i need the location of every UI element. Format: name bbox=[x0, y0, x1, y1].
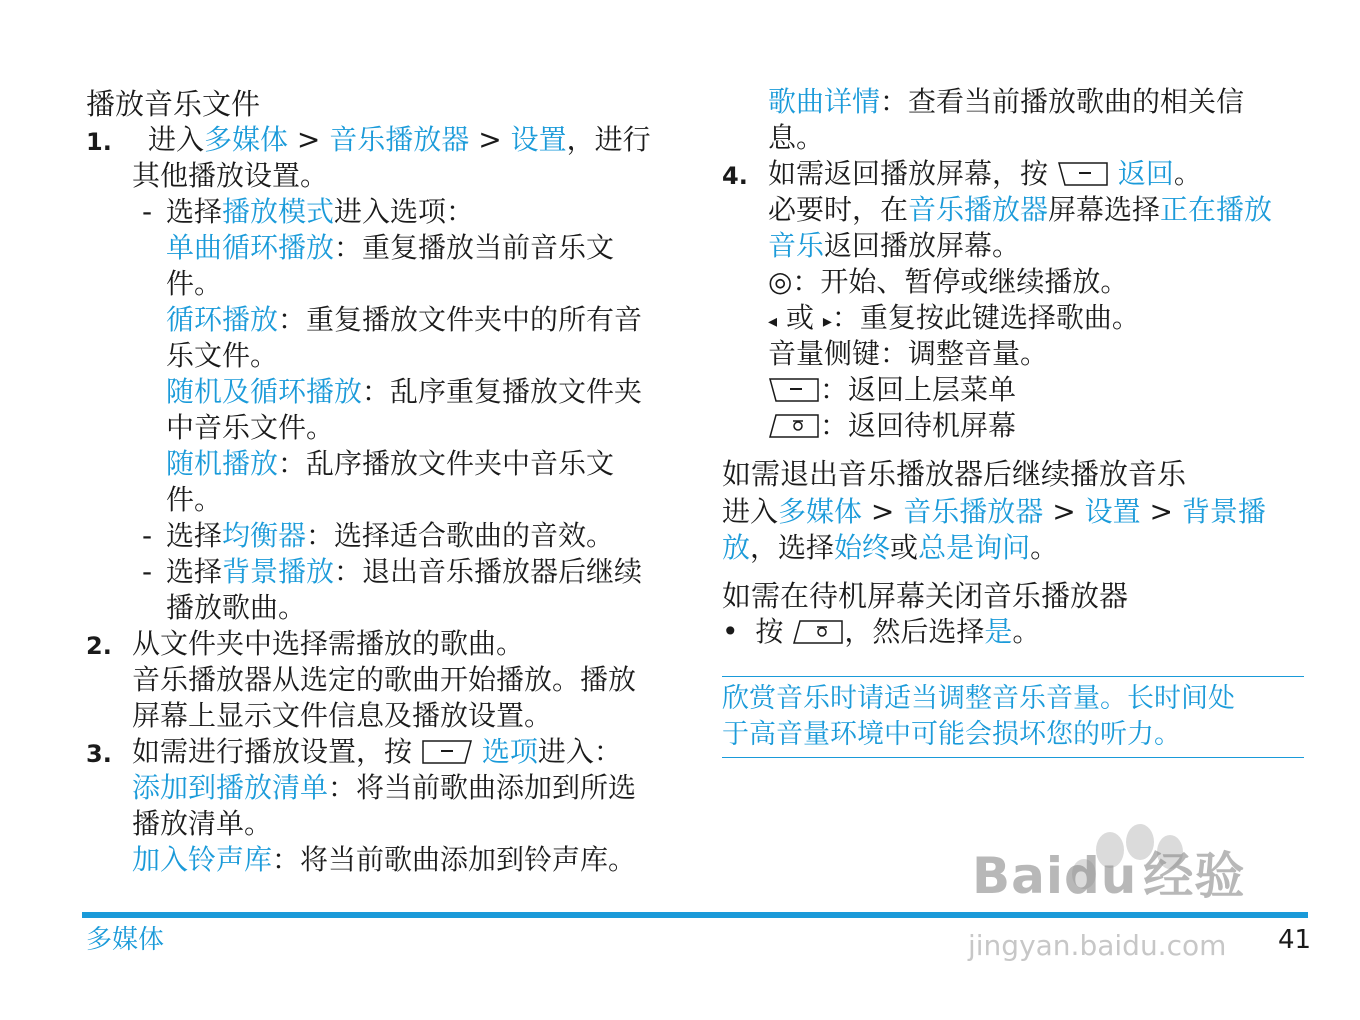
text: ：将当前歌曲添加到铃声库。 bbox=[272, 843, 637, 876]
step4-line8 bbox=[768, 408, 1016, 444]
bullet: • bbox=[722, 615, 739, 648]
left-softkey-icon bbox=[421, 739, 473, 765]
option-label[interactable]: 单曲循环播放 bbox=[166, 231, 335, 264]
text: > bbox=[469, 123, 511, 156]
link-now-playing[interactable]: 正在播放 bbox=[1160, 193, 1273, 226]
text: 进入选项： bbox=[334, 195, 475, 228]
option-text-cont: 播放清单。 bbox=[132, 807, 273, 840]
step-number-4: 4. bbox=[722, 162, 748, 190]
close-instruction-line bbox=[722, 614, 1040, 650]
option-song-details bbox=[768, 84, 1244, 120]
step-number-1: 1. bbox=[86, 128, 112, 156]
text: 如需返回播放屏幕，按 bbox=[768, 157, 1049, 190]
section-heading: 播放音乐文件 bbox=[86, 87, 261, 121]
step2-line2: 音乐播放器从选定的歌曲开始播放。播放 bbox=[132, 663, 637, 696]
text: 经验 bbox=[1143, 847, 1246, 905]
step4-line7 bbox=[768, 372, 1016, 408]
step4-line4: ◎：开始、暂停或继续播放。 bbox=[768, 265, 1129, 298]
step1-line2: 其他播放设置。 bbox=[132, 159, 329, 192]
step4-line1 bbox=[768, 156, 1202, 192]
text: ：重复播放当前音乐文 bbox=[334, 231, 615, 264]
option-single-loop bbox=[166, 230, 614, 266]
link-background-play[interactable]: 背景播 bbox=[1181, 495, 1266, 528]
text: ，进行 bbox=[566, 123, 651, 156]
text: 或 bbox=[890, 531, 919, 564]
text: Bai bbox=[972, 847, 1064, 905]
text: ：将当前歌曲添加到所选 bbox=[328, 771, 637, 804]
option-loop bbox=[166, 302, 642, 338]
dash-bullet: - bbox=[142, 519, 153, 552]
step2-line1: 从文件夹中选择需播放的歌曲。 bbox=[132, 627, 525, 660]
text: 。 bbox=[1012, 615, 1041, 648]
text: 选择 bbox=[166, 195, 223, 228]
link-options[interactable]: 选项 bbox=[481, 735, 538, 768]
sub2-line bbox=[166, 518, 614, 554]
option-label[interactable]: 添加到播放清单 bbox=[132, 771, 329, 804]
text: ，选择 bbox=[750, 531, 835, 564]
text: 选择 bbox=[166, 519, 223, 552]
link-always-ask[interactable]: 总是询问 bbox=[918, 531, 1031, 564]
option-add-to-ringtones bbox=[132, 842, 636, 878]
text: 必要时，在 bbox=[768, 193, 909, 226]
link-settings[interactable]: 设置 bbox=[510, 123, 567, 156]
background-path-line1 bbox=[722, 494, 1266, 530]
sub1-line bbox=[166, 194, 474, 230]
option-add-to-playlist bbox=[132, 770, 636, 806]
footer-section-title: 多媒体 bbox=[86, 925, 165, 955]
link-multimedia[interactable]: 多媒体 bbox=[204, 123, 289, 156]
text: 返回播放屏幕。 bbox=[824, 229, 1021, 262]
text: 。 bbox=[1173, 157, 1202, 190]
right-softkey-icon bbox=[1057, 161, 1109, 187]
end-call-key-icon bbox=[792, 619, 844, 645]
text: ，然后选择 bbox=[844, 615, 985, 648]
step2-line3: 屏幕上显示文件信息及播放设置。 bbox=[132, 699, 553, 732]
step3-line1 bbox=[132, 734, 622, 770]
note-line1: 欣赏音乐时请适当调整音乐音量。长时间处 bbox=[722, 683, 1235, 714]
watermark-url: jingyan.baidu.com bbox=[968, 929, 1227, 962]
option-label[interactable]: 随机及循环播放 bbox=[166, 375, 363, 408]
option-shuffle-loop bbox=[166, 374, 642, 410]
option-label[interactable]: 歌曲详情 bbox=[768, 85, 881, 118]
link-always[interactable]: 始终 bbox=[834, 531, 891, 564]
link-multimedia[interactable]: 多媒体 bbox=[778, 495, 863, 528]
text: 屏幕选择 bbox=[1048, 193, 1161, 226]
step-number-3: 3. bbox=[86, 740, 112, 768]
text: du bbox=[1064, 847, 1138, 905]
right-arrow-icon: ▸ bbox=[822, 311, 832, 332]
step4-line6: 音量侧键：调整音量。 bbox=[768, 337, 1049, 370]
link-now-playing-cont[interactable]: 音乐 bbox=[768, 229, 825, 262]
text: ：重复按此键选择歌曲。 bbox=[831, 301, 1140, 334]
option-label[interactable]: 加入铃声库 bbox=[132, 843, 273, 876]
option-text-cont: 件。 bbox=[166, 267, 223, 300]
text: 如需进行播放设置，按 bbox=[132, 735, 413, 768]
link-back[interactable]: 返回 bbox=[1117, 157, 1174, 190]
subsection-heading-background: 如需退出音乐播放器后继续播放音乐 bbox=[722, 457, 1187, 491]
text: > bbox=[862, 495, 904, 528]
text: 进入 bbox=[722, 495, 779, 528]
text: ：退出音乐播放器后继续 bbox=[334, 555, 643, 588]
sub3-line2: 播放歌曲。 bbox=[166, 591, 307, 624]
link-settings[interactable]: 设置 bbox=[1084, 495, 1141, 528]
link-music-player[interactable]: 音乐播放器 bbox=[329, 123, 470, 156]
footer-rule bbox=[82, 912, 1308, 918]
link-yes[interactable]: 是 bbox=[984, 615, 1013, 648]
link-background-play[interactable]: 背景播放 bbox=[222, 555, 335, 588]
text: ：返回待机屏幕 bbox=[820, 409, 1017, 442]
link-background-play-cont[interactable]: 放 bbox=[722, 531, 751, 564]
link-equalizer[interactable]: 均衡器 bbox=[222, 519, 307, 552]
watermark-brand bbox=[972, 847, 1246, 905]
subsection-heading-close: 如需在待机屏幕关闭音乐播放器 bbox=[722, 579, 1129, 613]
text: 或 bbox=[777, 301, 823, 334]
background-path-line2 bbox=[722, 530, 1058, 566]
sub3-line bbox=[166, 554, 642, 590]
option-text-cont: 乐文件。 bbox=[166, 339, 279, 372]
option-text-cont: 中音乐文件。 bbox=[166, 411, 335, 444]
step4-line3 bbox=[768, 228, 1020, 264]
link-music-player[interactable]: 音乐播放器 bbox=[908, 193, 1049, 226]
text: > bbox=[1043, 495, 1085, 528]
text: ：重复播放文件夹中的所有音 bbox=[278, 303, 643, 336]
text: 。 bbox=[1030, 531, 1059, 564]
text: 进入 bbox=[148, 123, 205, 156]
text: 选择 bbox=[166, 555, 223, 588]
page-number: 41 bbox=[1278, 925, 1312, 955]
text: > bbox=[288, 123, 330, 156]
step4-line5 bbox=[768, 300, 1140, 340]
text: 进入： bbox=[537, 735, 622, 768]
option-text-cont: 件。 bbox=[166, 483, 223, 516]
text: ：返回上层菜单 bbox=[820, 373, 1017, 406]
option-label[interactable]: 随机播放 bbox=[166, 447, 279, 480]
option-label[interactable]: 循环播放 bbox=[166, 303, 279, 336]
option-text-cont: 息。 bbox=[768, 121, 825, 154]
link-play-mode[interactable]: 播放模式 bbox=[222, 195, 335, 228]
text: ：选择适合歌曲的音效。 bbox=[306, 519, 615, 552]
left-arrow-icon: ◂ bbox=[768, 311, 778, 332]
step-number-2: 2. bbox=[86, 632, 112, 660]
hearing-warning-note bbox=[722, 676, 1304, 758]
end-call-key-icon bbox=[768, 413, 820, 439]
dash-bullet: - bbox=[142, 555, 153, 588]
right-softkey-icon bbox=[768, 377, 820, 403]
text: 按 bbox=[755, 615, 784, 648]
note-line2: 于高音量环境中可能会损坏您的听力。 bbox=[722, 719, 1181, 750]
link-music-player[interactable]: 音乐播放器 bbox=[903, 495, 1044, 528]
text: ：乱序播放文件夹中音乐文 bbox=[278, 447, 615, 480]
step1-line1 bbox=[148, 122, 651, 158]
dash-bullet: - bbox=[142, 195, 153, 228]
option-shuffle bbox=[166, 446, 614, 482]
text: > bbox=[1140, 495, 1182, 528]
text: ：乱序重复播放文件夹 bbox=[362, 375, 643, 408]
text: ：查看当前播放歌曲的相关信 bbox=[880, 85, 1245, 118]
step4-line2 bbox=[768, 192, 1272, 228]
